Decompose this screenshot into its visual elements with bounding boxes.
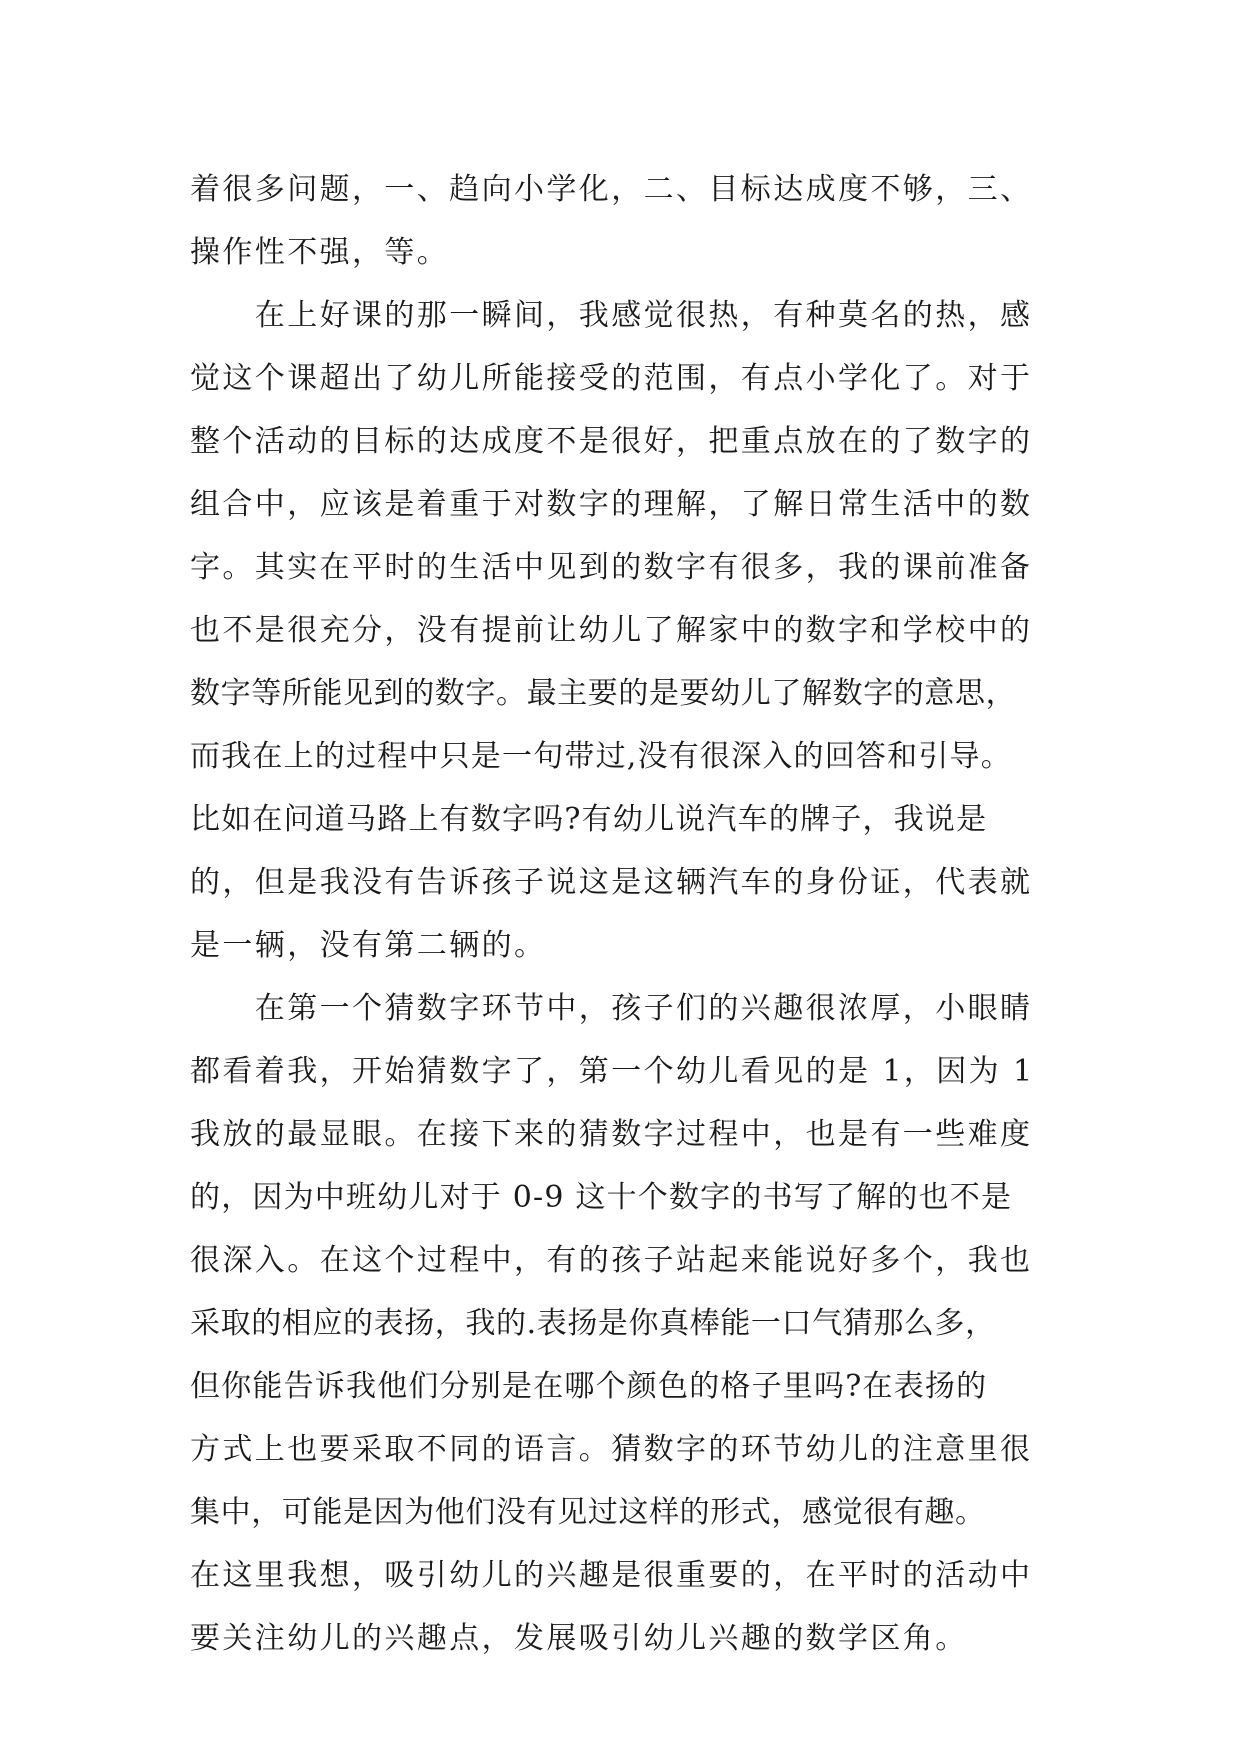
text-line: 的，因为中班幼儿对于 0-9 这十个数字的书写了解的也不是 — [190, 1180, 1013, 1215]
text-line: 采取的相应的表扬，我的.表扬是你真棒能一口气猜那么多， — [190, 1306, 996, 1341]
paragraph-start-line: 在上好课的那一瞬间，我感觉很热，有种莫名的热，感 — [190, 298, 1033, 333]
text-line: 觉这个课超出了幼儿所能接受的范围，有点小学化了。对于 — [190, 361, 1033, 396]
text-line: 都看着我，开始猜数字了，第一个幼儿看见的是 1，因为 1 — [190, 1054, 1035, 1089]
text-line: 集中，可能是因为他们没有见过这样的形式，感觉很有趣。 — [190, 1495, 986, 1530]
text-line: 操作性不强，等。 — [190, 235, 450, 270]
text-line: 着很多问题，一、趋向小学化，二、目标达成度不够，三、 — [190, 172, 1033, 207]
body-text — [190, 158, 1070, 1670]
text-line: 在这里我想，吸引幼儿的兴趣是很重要的，在平时的活动中 — [190, 1558, 1033, 1593]
text-line: 整个活动的目标的达成度不是很好，把重点放在的了数字的 — [190, 424, 1033, 459]
paragraph-start-line: 在第一个猜数字环节中，孩子们的兴趣很浓厚，小眼睛 — [190, 991, 1033, 1026]
text-line: 的，但是我没有告诉孩子说这是这辆汽车的身份证，代表就 — [190, 865, 1033, 900]
text-line: 比如在问道马路上有数字吗?有幼儿说汽车的牌子，我说是 — [190, 802, 988, 837]
text-line: 字。其实在平时的生活中见到的数字有很多，我的课前准备 — [190, 550, 1033, 585]
text-line: 很深入。在这个过程中，有的孩子站起来能说好多个，我也 — [190, 1243, 1033, 1278]
text-line: 也不是很充分，没有提前让幼儿了解家中的数字和学校中的 — [190, 613, 1033, 648]
text-line: 而我在上的过程中只是一句带过,没有很深入的回答和引导。 — [190, 739, 1012, 774]
text-line: 是一辆，没有第二辆的。 — [190, 928, 547, 963]
text-line: 组合中，应该是着重于对数字的理解，了解日常生活中的数 — [190, 487, 1033, 522]
text-line: 数字等所能见到的数字。最主要的是要幼儿了解数字的意思， — [190, 676, 1017, 711]
text-line: 但你能告诉我他们分别是在哪个颜色的格子里吗?在表扬的 — [190, 1369, 988, 1404]
text-line: 方式上也要采取不同的语言。猜数字的环节幼儿的注意里很 — [190, 1432, 1033, 1467]
text-line: 要关注幼儿的兴趣点，发展吸引幼儿兴趣的数学区角。 — [190, 1621, 968, 1656]
text-line: 我放的最显眼。在接下来的猜数字过程中，也是有一些难度 — [190, 1117, 1033, 1152]
